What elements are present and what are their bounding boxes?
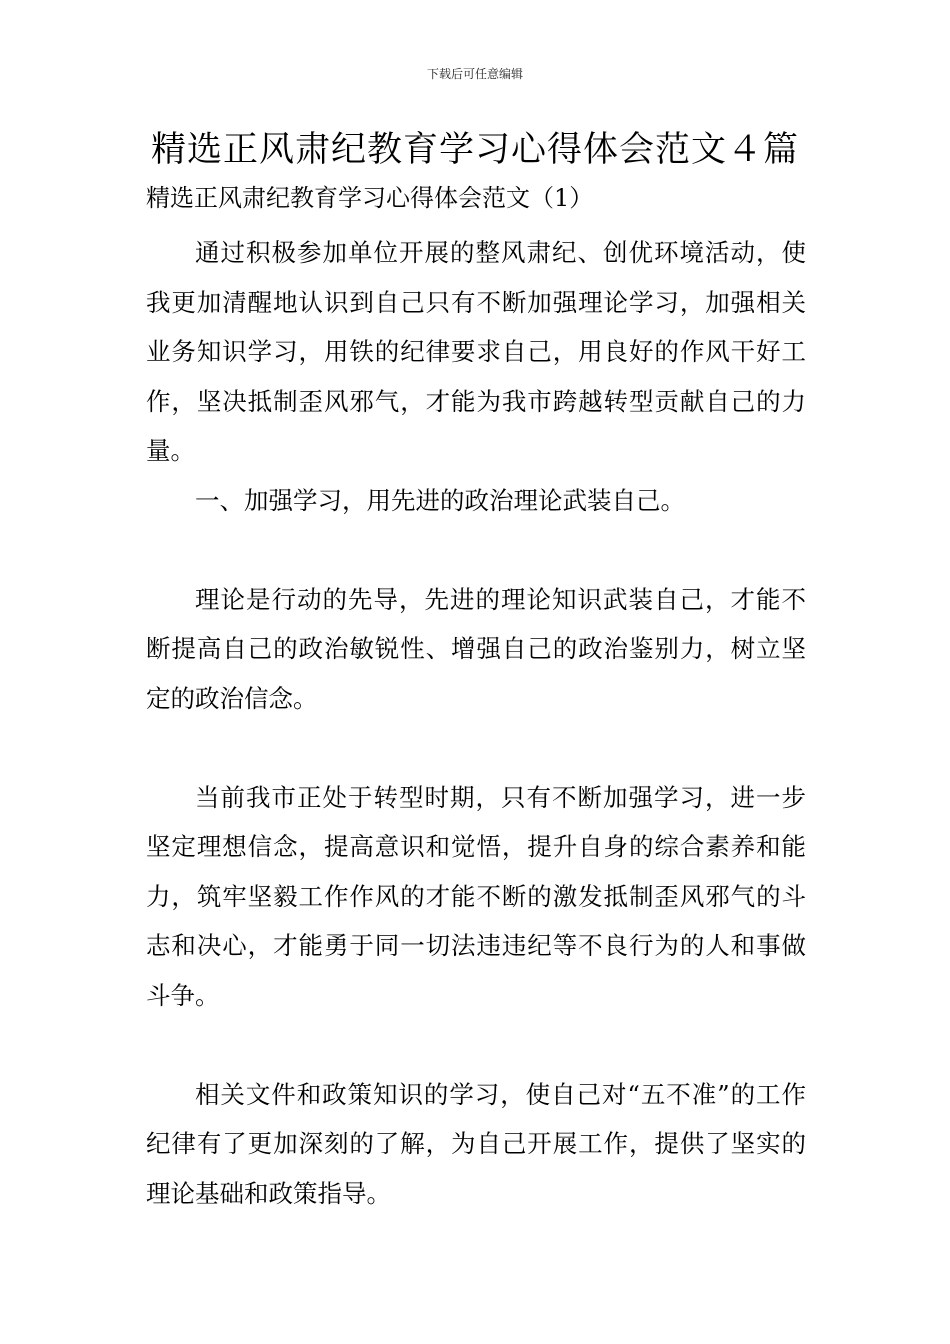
document-subtitle: 精选正风肃纪教育学习心得体会范文（1） <box>146 184 594 212</box>
paragraph-theory: 理论是行动的先导，先进的理论知识武装自己，才能不断提高自己的政治敏锐性、增强自己的政治鉴别力，树立坚定的政治信念。 <box>146 584 806 713</box>
document-title: 精选正风肃纪教育学习心得体会范文４篇 <box>150 130 799 170</box>
paragraph-transition: 当前我市正处于转型时期，只有不断加强学习，进一步坚定理想信念，提高意识和觉悟，提升自身的综合素养和能力，筑牢坚毅工作作风的才能不断的激发抵制歪风邪气的斗志和决心，才能勇于同一切法违违纪等不良行为的人和事做斗争。 <box>146 782 806 1010</box>
paragraph-intro: 通过积极参加单位开展的整风肃纪、创优环境活动，使我更加清醒地认识到自己只有不断加强理论学习，加强相关业务知识学习，用铁的纪律要求自己，用良好的作风干好工作，坚决抵制歪风邪气，才能为我市跨越转型贡献自己的力量。 <box>146 238 806 465</box>
section-heading-1: 一、加强学习，用先进的政治理论武装自己。 <box>195 485 685 515</box>
document-body <box>146 228 806 1218</box>
header-note: 下载后可任意编辑 <box>426 67 523 81</box>
paragraph-policy: 相关文件和政策知识的学习，使自己对“五不准”的工作纪律有了更加深刻的了解，为自己开展工作，提供了坚实的理论基础和政策指导。 <box>146 1079 806 1208</box>
